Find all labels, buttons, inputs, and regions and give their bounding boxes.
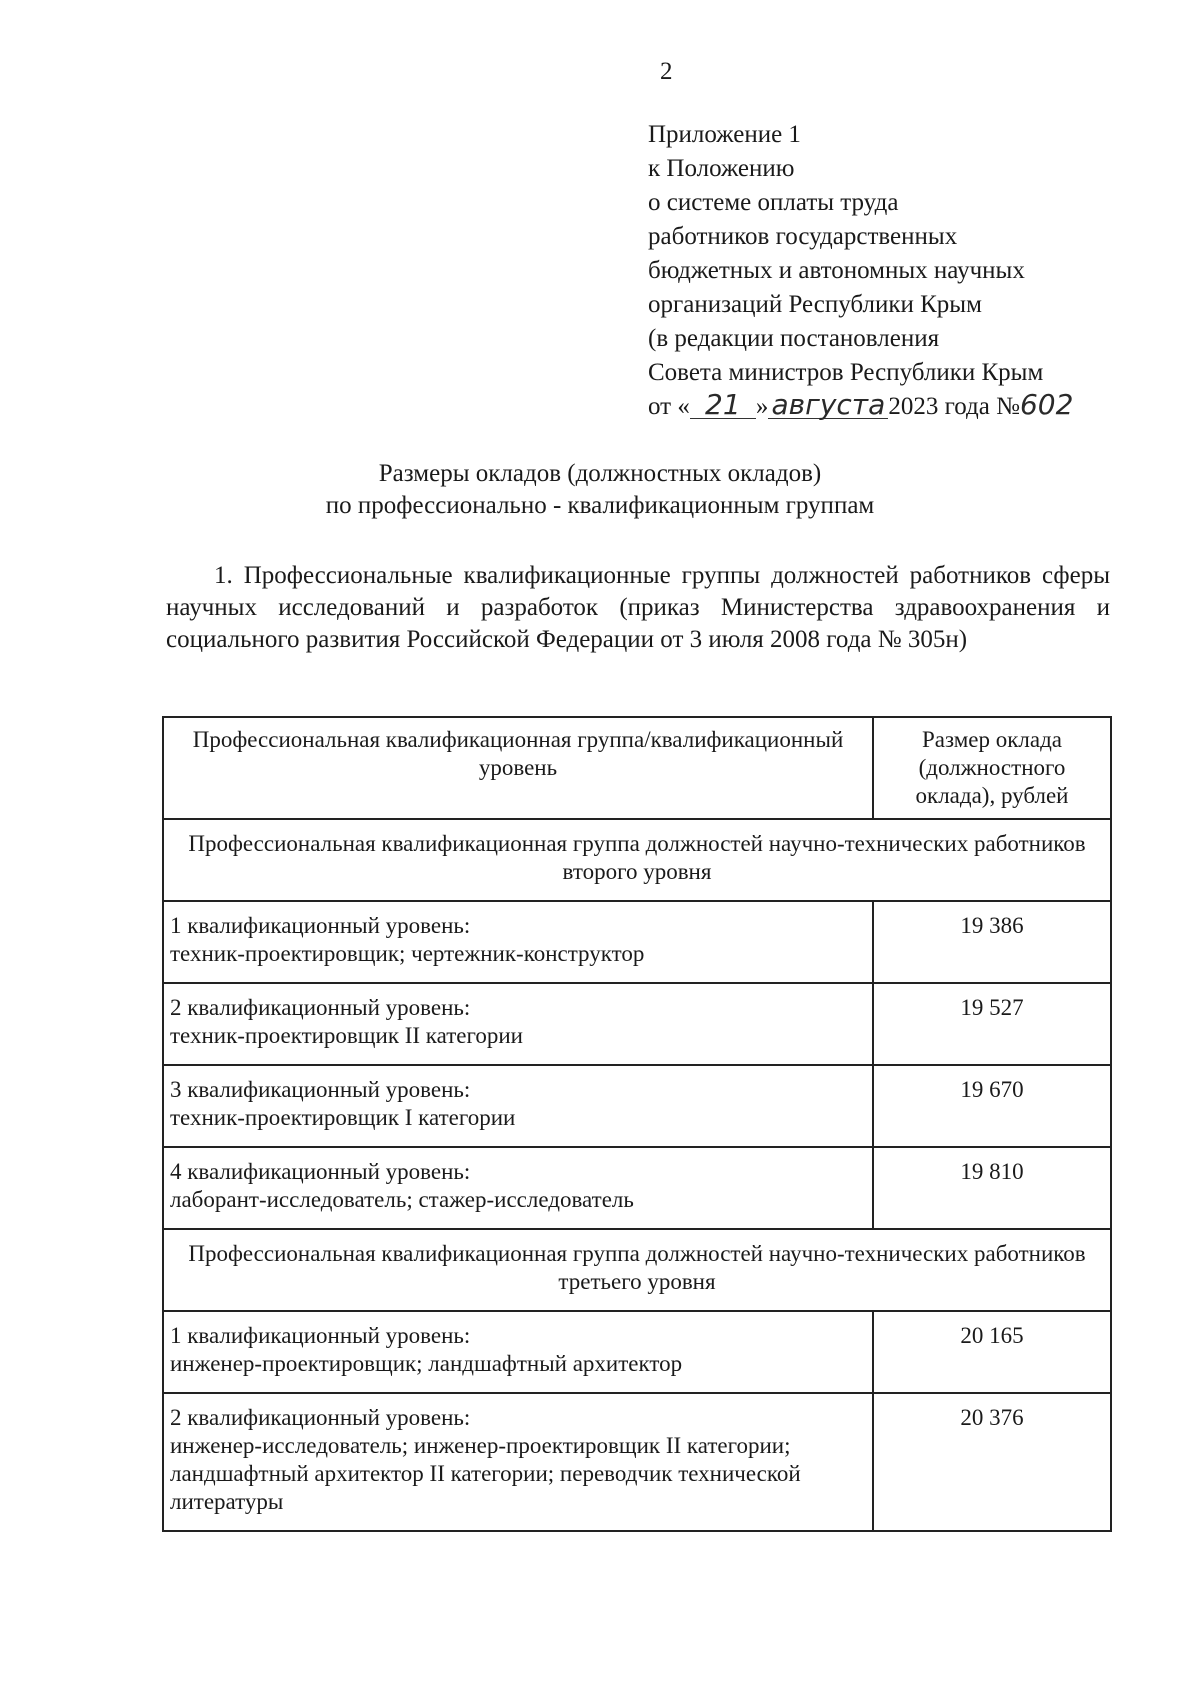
handwritten-day: 21 [690, 392, 756, 419]
group-title: Профессиональная квалификационная группа должностей научно-технических работников третьего уровня [163, 1229, 1111, 1311]
level-positions: лаборант-исследователь; стажер-исследователь [170, 1187, 634, 1212]
group-header-row [163, 1229, 1111, 1311]
level-cell [163, 1065, 873, 1147]
title-line-1: Размеры окладов (должностных окладов) [378, 460, 822, 487]
appendix-line: Приложение 1 [648, 121, 801, 148]
header-group-level: Профессиональная квалификационная группа/квалификационный уровень [163, 717, 873, 819]
header-salary: Размер оклада (должностного оклада), рублей [873, 717, 1111, 819]
table-header-row [163, 717, 1111, 819]
table-row [163, 983, 1111, 1065]
date-mid: » [755, 393, 769, 420]
page-number: 2 [660, 58, 673, 85]
appendix-line: к Положению [648, 155, 795, 182]
appendix-line: (в редакции постановления [648, 325, 940, 352]
level-label: 1 квалификационный уровень: [170, 913, 471, 938]
appendix-line: бюджетных и автономных научных [648, 257, 1025, 284]
salary-cell: 20 165 [873, 1311, 1111, 1393]
level-positions: инженер-проектировщик; ландшафтный архитектор [170, 1351, 683, 1376]
title-line-2: по профессионально - квалификационным группам [325, 492, 875, 519]
salary-cell: 19 527 [873, 983, 1111, 1065]
level-label: 2 квалификационный уровень: [170, 995, 471, 1020]
section-text: 1. Профессиональные квалификационные группы должностей работников сферы научных исследований и разработок (приказ Министерства здравоохранения и социального развития Российской Федерации от 3 июля 2008 года № 305н) [166, 562, 1110, 653]
level-label: 1 квалификационный уровень: [170, 1323, 471, 1348]
handwritten-number: 602 [1019, 388, 1074, 421]
level-label: 4 квалификационный уровень: [170, 1159, 471, 1184]
date-prefix: от « [648, 393, 690, 420]
level-cell [163, 1147, 873, 1229]
table-row [163, 1393, 1111, 1531]
salary-cell: 20 376 [873, 1393, 1111, 1531]
level-cell [163, 1311, 873, 1393]
table-row [163, 1147, 1111, 1229]
date-suffix: 2023 года № [888, 393, 1020, 420]
salary-table [162, 716, 1112, 1532]
level-positions: техник-проектировщик II категории [170, 1023, 523, 1048]
salary-cell: 19 810 [873, 1147, 1111, 1229]
level-label: 3 квалификационный уровень: [170, 1077, 471, 1102]
table-row [163, 1311, 1111, 1393]
level-cell [163, 1393, 873, 1531]
level-cell [163, 983, 873, 1065]
level-cell [163, 901, 873, 983]
group-header-row [163, 819, 1111, 901]
handwritten-month: августа [768, 392, 888, 419]
appendix-date-line [648, 390, 1168, 424]
document-title [0, 458, 1200, 522]
appendix-line: о системе оплаты труда [648, 189, 899, 216]
appendix-line: Совета министров Республики Крым [648, 359, 1044, 386]
group-title: Профессиональная квалификационная группа должностей научно-технических работников второго уровня [163, 819, 1111, 901]
table-row [163, 901, 1111, 983]
level-positions: инженер-исследователь; инженер-проектировщик II категории; ландшафтный архитектор II категории; переводчик технической литературы [170, 1433, 801, 1514]
appendix-line: работников государственных [648, 223, 958, 250]
level-positions: техник-проектировщик; чертежник-конструктор [170, 941, 645, 966]
level-label: 2 квалификационный уровень: [170, 1405, 471, 1430]
appendix-line: организаций Республики Крым [648, 291, 982, 318]
salary-cell: 19 670 [873, 1065, 1111, 1147]
appendix-block [648, 118, 1168, 424]
table-row [163, 1065, 1111, 1147]
level-positions: техник-проектировщик I категории [170, 1105, 516, 1130]
section-paragraph [166, 560, 1110, 656]
salary-cell: 19 386 [873, 901, 1111, 983]
